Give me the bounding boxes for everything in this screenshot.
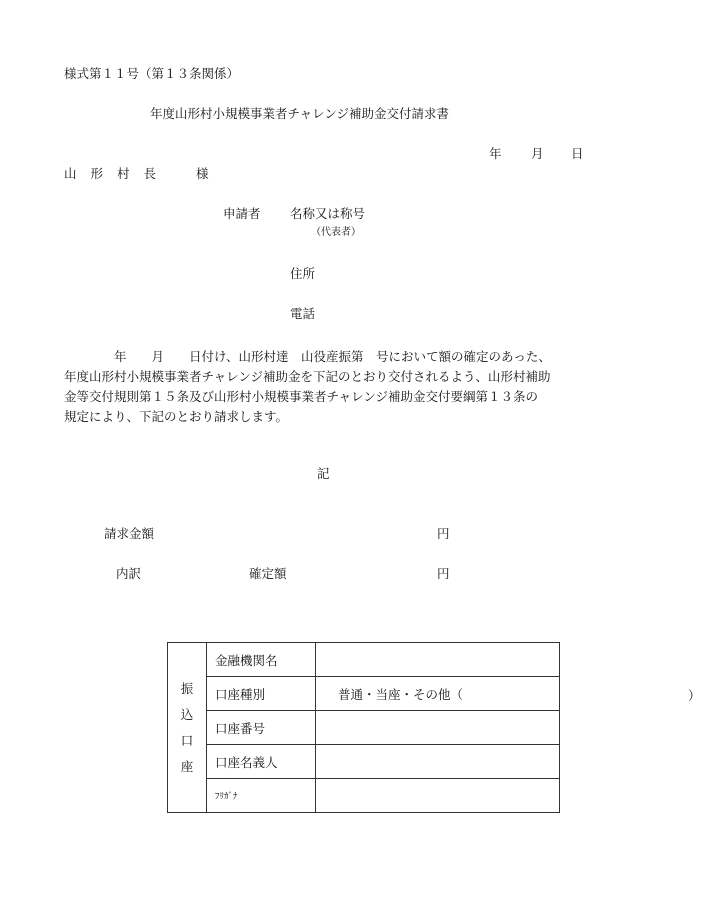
date-month-label: 月: [531, 146, 544, 161]
document-title: 年度山形村小規模事業者チャレンジ補助金交付請求書: [150, 106, 450, 121]
account-type-options: 普通・当座・その他（: [338, 686, 464, 702]
account-type-close-paren: ）: [688, 688, 701, 703]
address-label: 住所: [290, 266, 316, 281]
addressee-char: 村: [117, 166, 130, 181]
side-char: 込: [180, 706, 194, 722]
table-row: [168, 745, 560, 779]
addressee-honorific: 様: [196, 166, 209, 181]
request-amount-label: 請求金額: [104, 526, 155, 541]
account-holder-label: 口座名義人: [207, 745, 316, 779]
table-row: [168, 711, 560, 745]
furigana-field[interactable]: [316, 779, 560, 813]
breakdown-label: 内訳: [116, 566, 142, 581]
bank-account-table: [167, 642, 701, 813]
body-line: 金等交付規則第１５条及び山形村小規模事業者チャレンジ補助金交付要綱第１３条の: [64, 389, 539, 404]
account-holder-field[interactable]: [316, 745, 560, 779]
bank-transfer-side-label: [168, 643, 207, 813]
confirmed-amount-label: 確定額: [249, 566, 287, 581]
applicant-name-label: 名称又は称号: [290, 206, 366, 221]
addressee: [64, 168, 156, 181]
bank-name-label: 金融機関名: [207, 643, 316, 677]
applicant-label: 申請者: [223, 206, 261, 221]
table-row: [168, 677, 560, 711]
account-number-field[interactable]: [316, 711, 560, 745]
table-row: [168, 643, 560, 677]
body-line: 規定により、下記のとおり請求します。: [64, 409, 289, 424]
account-type-field[interactable]: [316, 677, 701, 711]
addressee-char: 山: [64, 166, 77, 181]
side-char: 口: [180, 732, 194, 748]
furigana-label: ﾌﾘｶﾞﾅ: [207, 779, 316, 813]
addressee-char: 長: [143, 166, 157, 181]
date-day-label: 日: [571, 146, 584, 161]
bank-name-field[interactable]: [316, 643, 560, 677]
form-number: 様式第１１号（第１３条関係）: [64, 66, 240, 81]
body-line: 年 月 日付け、山形村達 山役産振第 号において額の確定のあった、: [64, 349, 551, 364]
account-number-label: 口座番号: [207, 711, 316, 745]
date-year-label: 年: [489, 146, 502, 161]
confirmed-amount-yen: 円: [437, 566, 450, 581]
account-type-label: 口座種別: [207, 677, 316, 711]
ki-heading: 記: [317, 466, 330, 481]
side-char: 座: [180, 758, 194, 774]
phone-label: 電話: [290, 306, 316, 321]
request-amount-yen: 円: [437, 526, 450, 541]
addressee-char: 形: [90, 166, 104, 181]
side-char: 振: [180, 680, 194, 696]
table-row: [168, 779, 560, 813]
representative-label: （代表者）: [311, 227, 361, 238]
request-body-text: [64, 347, 551, 427]
body-line: 年度山形村小規模事業者チャレンジ補助金を下記のとおり交付されるよう、山形村補助: [64, 369, 551, 384]
